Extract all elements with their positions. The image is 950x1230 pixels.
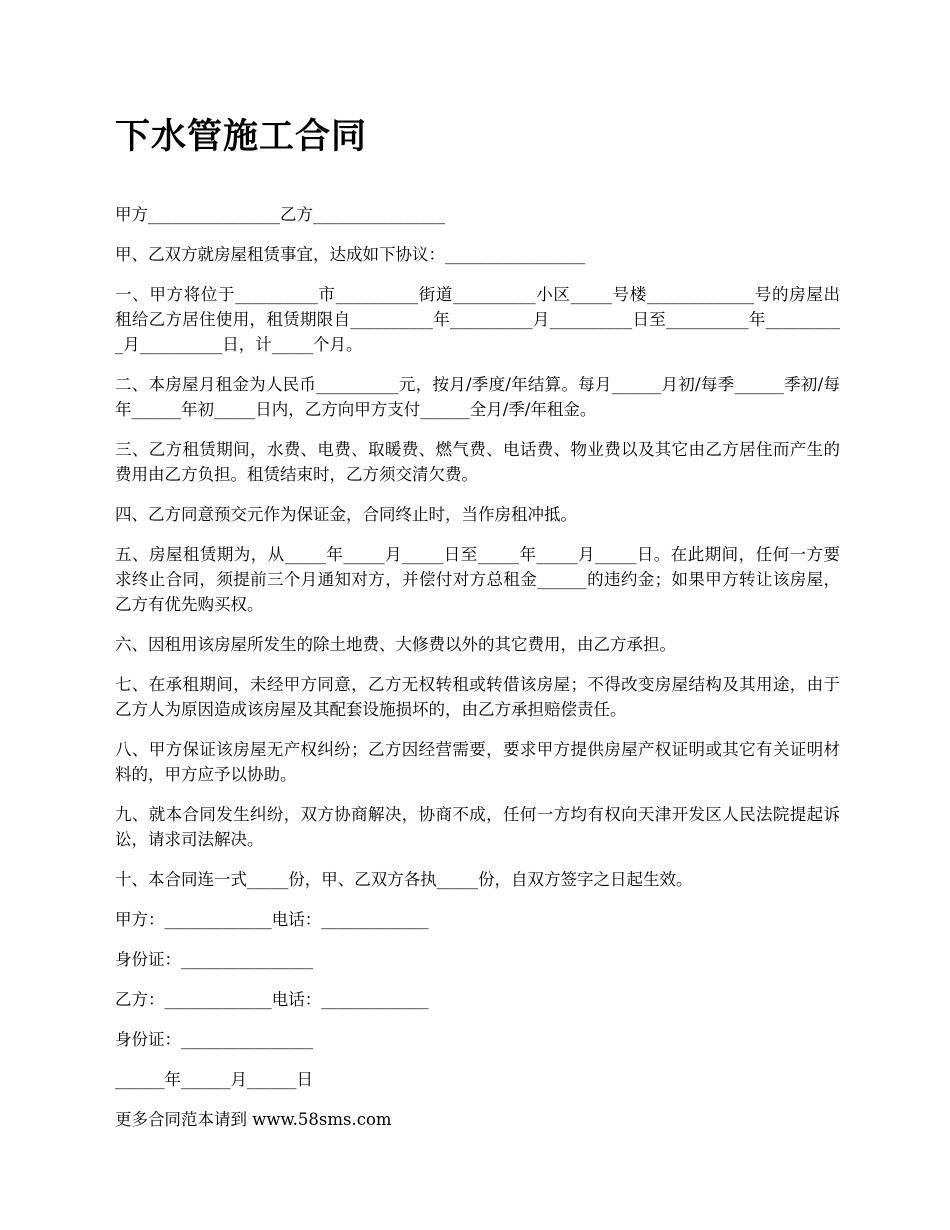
clause-7: 七、在承租期间，未经甲方同意，乙方无权转租或转借该房屋；不得改变房屋结构及其用途，由于乙方人为原因造成该房屋及其配套设施损坏的，由乙方承担赔偿责任。 [115, 675, 840, 719]
clause-4: 四、乙方同意预交元作为保证金，合同终止时，当作房租冲抵。 [115, 505, 577, 524]
party-a-id-line: 身份证：________________ [115, 950, 313, 969]
parties-line: 甲方________________乙方________________ [115, 205, 445, 224]
clause-8: 八、甲方保证该房屋无产权纠纷；乙方因经营需要，要求甲方提供房屋产权证明或其它有关证明材料的，甲方应予以协助。 [115, 740, 840, 784]
clause-3: 三、乙方租赁期间，水费、电费、取暖费、燃气费、电话费、物业费以及其它由乙方居住而产生的费用由乙方负担。租赁结束时，乙方须交清欠费。 [115, 440, 840, 484]
clause-5: 五、房屋租赁期为，从_____年_____月_____日至_____年_____月_____日。在此期间，任何一方要求终止合同，须提前三个月通知对方，并偿付对方总租金______的违约金；如果甲方转让该房屋，乙方有优先购买权。 [115, 545, 840, 614]
clause-1: 一、甲方将位于__________市__________街道__________小区_____号楼_____________号的房屋出租给乙方居住使用，租赁期限自__________年__________月__________日至__________年__________月__________日，计_____个月。 [115, 285, 840, 354]
party-b-id-line: 身份证：________________ [115, 1030, 313, 1049]
date-line: ______年______月______日 [115, 1070, 313, 1089]
clause-6: 六、因租用该房屋所发生的除土地费、大修费以外的其它费用，由乙方承担。 [115, 635, 676, 654]
party-a-signature-line: 甲方：_____________电话：_____________ [115, 910, 429, 929]
footer-link-text: 更多合同范本请到 www.58sms.com [115, 1110, 392, 1129]
clause-10: 十、本合同连一式_____份，甲、乙双方各执_____份，自双方签字之日起生效。 [115, 870, 693, 889]
clause-9: 九、就本合同发生纠纷，双方协商解决，协商不成，任何一方均有权向天津开发区人民法院提起诉讼，请求司法解决。 [115, 805, 840, 849]
agreement-intro: 甲、乙双方就房屋租赁事宜，达成如下协议：_________________ [115, 245, 586, 264]
document-title: 下水管施工合同 [115, 116, 368, 157]
party-b-signature-line: 乙方：_____________电话：_____________ [115, 990, 429, 1009]
contract-page [115, 112, 840, 1147]
clause-2: 二、本房屋月租金为人民币__________元，按月/季度/年结算。每月______月初/每季______季初/每年______年初_____日内，乙方向甲方支付______全月/季/年租金。 [115, 375, 840, 419]
